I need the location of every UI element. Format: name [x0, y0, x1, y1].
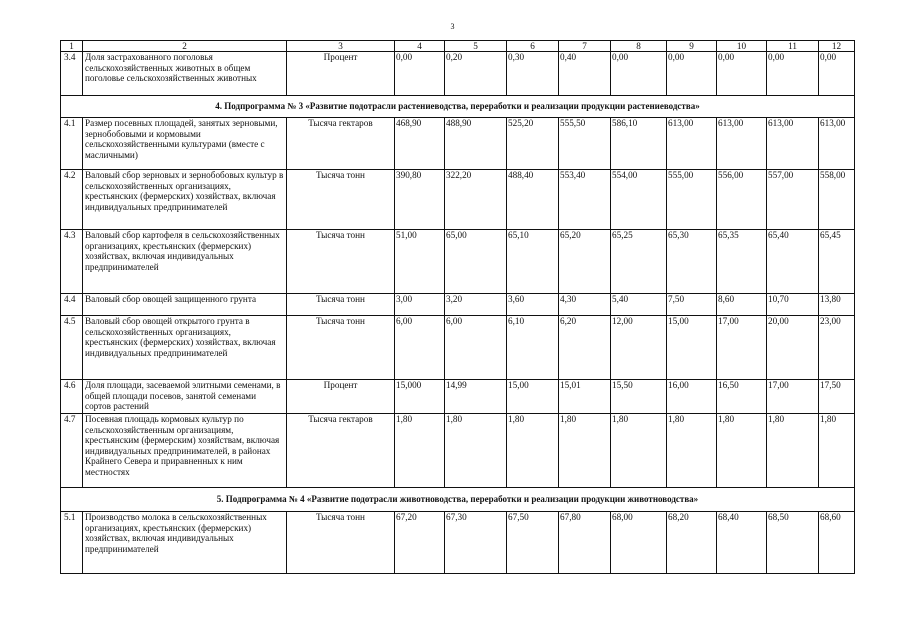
indicator-value: 525,20 — [507, 118, 559, 170]
indicator-name: Валовый сбор картофеля в сельскохозяйственных организациях, крестьянских (фермерских) хозяйствах, включая индивидуальных предпринимателей — [83, 230, 287, 294]
indicator-value: 51,00 — [395, 230, 445, 294]
indicator-value: 68,50 — [767, 512, 819, 574]
indicator-value: 7,50 — [667, 294, 717, 316]
indicator-value: 15,00 — [507, 380, 559, 414]
indicator-value: 1,80 — [767, 414, 819, 488]
column-number: 8 — [611, 41, 667, 52]
unit-of-measure: Процент — [287, 380, 395, 414]
unit-of-measure: Процент — [287, 52, 395, 96]
column-number: 2 — [83, 41, 287, 52]
indicator-number: 4.4 — [61, 294, 83, 316]
table-row — [61, 230, 855, 294]
indicator-name: Посевная площадь кормовых культур по сельскохозяйственным организациям, крестьянским (фермерским) хозяйствам, включая индивидуальных предпринимателей, в районах Крайнего Севера и приравненных к ним местностях — [83, 414, 287, 488]
subprogram-section-row — [61, 96, 855, 118]
unit-of-measure: Тысяча тонн — [287, 512, 395, 574]
indicator-value: 1,80 — [395, 414, 445, 488]
indicator-value: 15,50 — [611, 380, 667, 414]
indicator-value: 16,50 — [717, 380, 767, 414]
column-number: 12 — [819, 41, 855, 52]
indicator-value: 65,45 — [819, 230, 855, 294]
column-number: 3 — [287, 41, 395, 52]
indicator-value: 0,00 — [395, 52, 445, 96]
unit-of-measure: Тысяча тонн — [287, 316, 395, 380]
column-number: 4 — [395, 41, 445, 52]
indicator-value: 65,40 — [767, 230, 819, 294]
indicator-value: 390,80 — [395, 170, 445, 230]
indicator-value: 1,80 — [667, 414, 717, 488]
indicator-value: 16,00 — [667, 380, 717, 414]
indicator-number: 4.1 — [61, 118, 83, 170]
indicator-value: 20,00 — [767, 316, 819, 380]
indicator-value: 613,00 — [667, 118, 717, 170]
indicators-table — [60, 40, 855, 574]
table-row — [61, 414, 855, 488]
indicator-value: 322,20 — [445, 170, 507, 230]
indicator-value: 1,80 — [507, 414, 559, 488]
indicator-value: 5,40 — [611, 294, 667, 316]
indicator-value: 3,60 — [507, 294, 559, 316]
column-number: 1 — [61, 41, 83, 52]
unit-of-measure: Тысяча тонн — [287, 294, 395, 316]
indicator-value: 553,40 — [559, 170, 611, 230]
column-number: 5 — [445, 41, 507, 52]
indicator-name: Доля площади, засеваемой элитными семенами, в общей площади посевов, занятой семенами сортов растений — [83, 380, 287, 414]
indicator-value: 554,00 — [611, 170, 667, 230]
indicator-number: 3.4 — [61, 52, 83, 96]
indicator-value: 3,00 — [395, 294, 445, 316]
indicator-name: Доля застрахованного поголовья сельскохозяйственных животных в общем поголовье сельскохозяйственных животных — [83, 52, 287, 96]
indicator-value: 555,00 — [667, 170, 717, 230]
table-row — [61, 52, 855, 96]
indicator-value: 6,00 — [395, 316, 445, 380]
indicator-value: 15,01 — [559, 380, 611, 414]
indicator-value: 1,80 — [819, 414, 855, 488]
indicator-value: 6,10 — [507, 316, 559, 380]
indicator-value: 0,00 — [717, 52, 767, 96]
indicator-value: 68,60 — [819, 512, 855, 574]
indicator-value: 65,00 — [445, 230, 507, 294]
indicator-value: 586,10 — [611, 118, 667, 170]
subprogram-section-row — [61, 488, 855, 512]
unit-of-measure: Тысяча гектаров — [287, 118, 395, 170]
indicator-value: 556,00 — [717, 170, 767, 230]
indicator-value: 14,99 — [445, 380, 507, 414]
table-row — [61, 118, 855, 170]
indicator-number: 4.6 — [61, 380, 83, 414]
indicator-value: 10,70 — [767, 294, 819, 316]
table-row — [61, 512, 855, 574]
indicator-value: 68,20 — [667, 512, 717, 574]
indicator-number: 4.7 — [61, 414, 83, 488]
unit-of-measure: Тысяча тонн — [287, 170, 395, 230]
indicator-value: 1,80 — [717, 414, 767, 488]
column-numbers-row — [61, 41, 855, 52]
indicator-value: 1,80 — [445, 414, 507, 488]
indicator-value: 0,00 — [819, 52, 855, 96]
indicator-value: 558,00 — [819, 170, 855, 230]
indicator-name: Производство молока в сельскохозяйственных организациях, крестьянских (фермерских) хозяйствах, включая индивидуальных предпринимателей — [83, 512, 287, 574]
indicator-value: 3,20 — [445, 294, 507, 316]
indicator-value: 68,40 — [717, 512, 767, 574]
table-row — [61, 380, 855, 414]
indicator-value: 613,00 — [767, 118, 819, 170]
indicator-value: 15,000 — [395, 380, 445, 414]
indicator-value: 17,50 — [819, 380, 855, 414]
indicator-value: 12,00 — [611, 316, 667, 380]
indicator-value: 613,00 — [819, 118, 855, 170]
indicator-value: 0,00 — [667, 52, 717, 96]
indicator-value: 17,00 — [717, 316, 767, 380]
indicator-value: 67,20 — [395, 512, 445, 574]
indicator-number: 4.2 — [61, 170, 83, 230]
column-number: 10 — [717, 41, 767, 52]
page-number: 3 — [450, 22, 455, 31]
indicator-value: 65,35 — [717, 230, 767, 294]
column-number: 9 — [667, 41, 717, 52]
indicator-name: Размер посевных площадей, занятых зерновыми, зернобобовыми и кормовыми сельскохозяйственными культурами (вместе с масличными) — [83, 118, 287, 170]
indicator-value: 17,00 — [767, 380, 819, 414]
indicator-value: 67,50 — [507, 512, 559, 574]
section-title: 5. Подпрограмма № 4 «Развитие подотрасли животноводства, переработки и реализации продукции животноводства» — [61, 488, 855, 512]
indicator-value: 468,90 — [395, 118, 445, 170]
indicator-value: 488,90 — [445, 118, 507, 170]
column-number: 11 — [767, 41, 819, 52]
indicator-value: 67,80 — [559, 512, 611, 574]
indicator-value: 0,20 — [445, 52, 507, 96]
indicator-value: 1,80 — [559, 414, 611, 488]
indicator-number: 5.1 — [61, 512, 83, 574]
indicator-value: 65,10 — [507, 230, 559, 294]
indicator-value: 65,20 — [559, 230, 611, 294]
table-row — [61, 294, 855, 316]
indicator-name: Валовый сбор зерновых и зернобобовых культур в сельскохозяйственных организациях, крестьянских (фермерских) хозяйствах, включая индивидуальных предпринимателей — [83, 170, 287, 230]
table-row — [61, 170, 855, 230]
indicator-value: 8,60 — [717, 294, 767, 316]
indicator-value: 65,25 — [611, 230, 667, 294]
indicator-value: 4,30 — [559, 294, 611, 316]
column-number: 7 — [559, 41, 611, 52]
indicator-value: 1,80 — [611, 414, 667, 488]
indicator-value: 0,00 — [611, 52, 667, 96]
indicator-value: 0,30 — [507, 52, 559, 96]
indicator-number: 4.3 — [61, 230, 83, 294]
indicator-value: 0,00 — [767, 52, 819, 96]
indicator-value: 67,30 — [445, 512, 507, 574]
indicator-value: 68,00 — [611, 512, 667, 574]
indicator-value: 613,00 — [717, 118, 767, 170]
indicator-number: 4.5 — [61, 316, 83, 380]
indicator-value: 0,40 — [559, 52, 611, 96]
indicator-value: 555,50 — [559, 118, 611, 170]
unit-of-measure: Тысяча гектаров — [287, 414, 395, 488]
indicator-value: 557,00 — [767, 170, 819, 230]
indicator-value: 13,80 — [819, 294, 855, 316]
section-title: 4. Подпрограмма № 3 «Развитие подотрасли растениеводства, переработки и реализации продукции растениеводства» — [61, 96, 855, 118]
indicator-value: 23,00 — [819, 316, 855, 380]
indicator-value: 6,00 — [445, 316, 507, 380]
indicator-value: 6,20 — [559, 316, 611, 380]
column-number: 6 — [507, 41, 559, 52]
indicator-name: Валовый сбор овощей защищенного грунта — [83, 294, 287, 316]
unit-of-measure: Тысяча тонн — [287, 230, 395, 294]
indicator-value: 65,30 — [667, 230, 717, 294]
indicator-name: Валовый сбор овощей открытого грунта в сельскохозяйственных организациях, крестьянских (фермерских) хозяйствах, включая индивидуальных предпринимателей — [83, 316, 287, 380]
table-body — [61, 41, 855, 574]
indicator-value: 15,00 — [667, 316, 717, 380]
indicator-value: 488,40 — [507, 170, 559, 230]
table-row — [61, 316, 855, 380]
